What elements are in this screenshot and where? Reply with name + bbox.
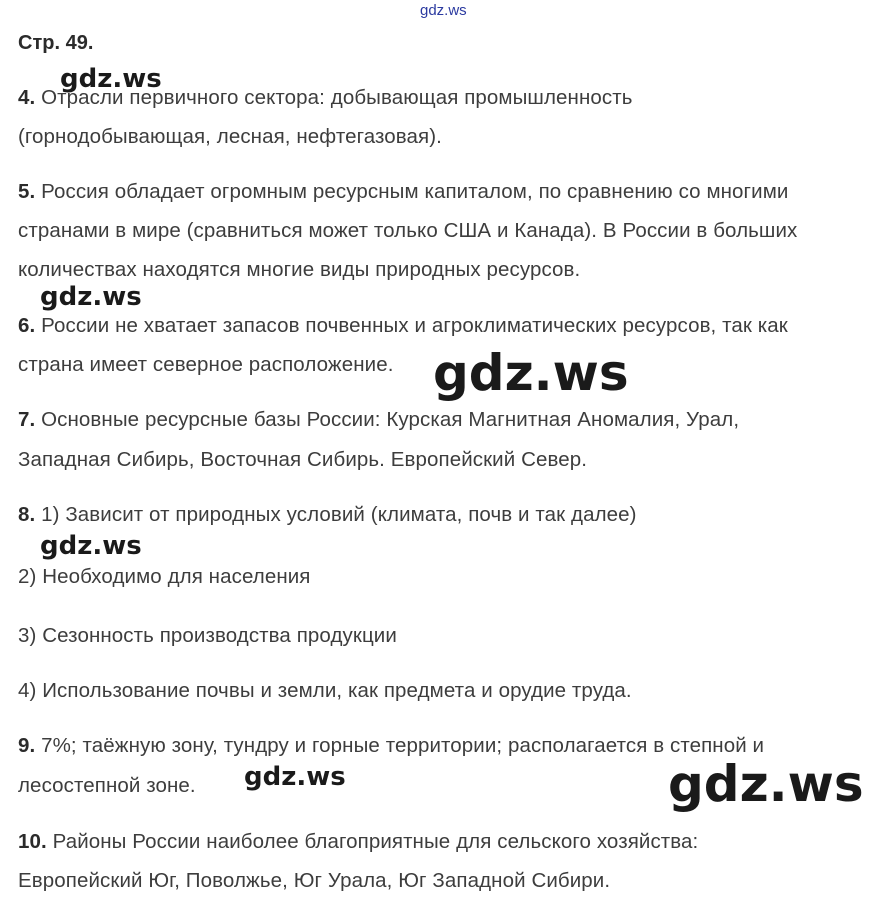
item-8-line-1: 8. 1) Зависит от природных условий (климата, почв и так далее) [18, 503, 637, 526]
watermark: gdz.ws [40, 531, 142, 561]
item-number: 7. [18, 408, 36, 431]
watermark: gdz.ws [433, 344, 629, 402]
watermark: gdz.ws [60, 64, 162, 94]
watermark: gdz.ws [668, 755, 864, 813]
item-number: 6. [18, 314, 36, 337]
item-5-line-1: 5. Россия обладает огромным ресурсным капиталом, по сравнению со многими [18, 180, 789, 203]
watermark-top: gdz.ws [420, 2, 467, 19]
item-9-line-2: лесостепной зоне. [18, 774, 196, 797]
item-number: 5. [18, 180, 36, 203]
item-8-line-2: 2) Необходимо для населения [18, 565, 311, 588]
item-4-line-2: (горнодобывающая, лесная, нефтегазовая). [18, 125, 442, 148]
item-7-line-2: Западная Сибирь, Восточная Сибирь. Европейский Север. [18, 448, 588, 471]
item-4-line-1: 4. Отрасли первичного сектора: добывающая промышленность [18, 86, 633, 109]
item-8-line-4: 4) Использование почвы и земли, как предмета и орудие труда. [18, 679, 632, 702]
item-number: 10. [18, 830, 47, 853]
item-number: 4. [18, 86, 36, 109]
watermark: gdz.ws [40, 282, 142, 312]
item-number: 9. [18, 734, 36, 757]
watermark: gdz.ws [244, 762, 346, 792]
item-8-line-3: 3) Сезонность производства продукции [18, 624, 397, 647]
item-5-line-2: странами в мире (сравниться может только США и Канада). В России в больших [18, 219, 798, 242]
item-5-line-3: количествах находятся многие виды природных ресурсов. [18, 258, 581, 281]
item-10-line-1: 10. Районы России наиболее благоприятные для сельского хозяйства: [18, 830, 699, 853]
item-number: 8. [18, 503, 36, 526]
item-9-line-1: 9. 7%; таёжную зону, тундру и горные территории; располагается в степной и [18, 734, 765, 757]
item-7-line-1: 7. Основные ресурсные базы России: Курская Магнитная Аномалия, Урал, [18, 408, 740, 431]
page-heading: Стр. 49. [18, 32, 94, 54]
item-6-line-2: страна имеет северное расположение. [18, 353, 394, 376]
item-6-line-1: 6. России не хватает запасов почвенных и агроклиматических ресурсов, так как [18, 314, 788, 337]
item-10-line-2: Европейский Юг, Поволжье, Юг Урала, Юг Западной Сибири. [18, 869, 611, 892]
